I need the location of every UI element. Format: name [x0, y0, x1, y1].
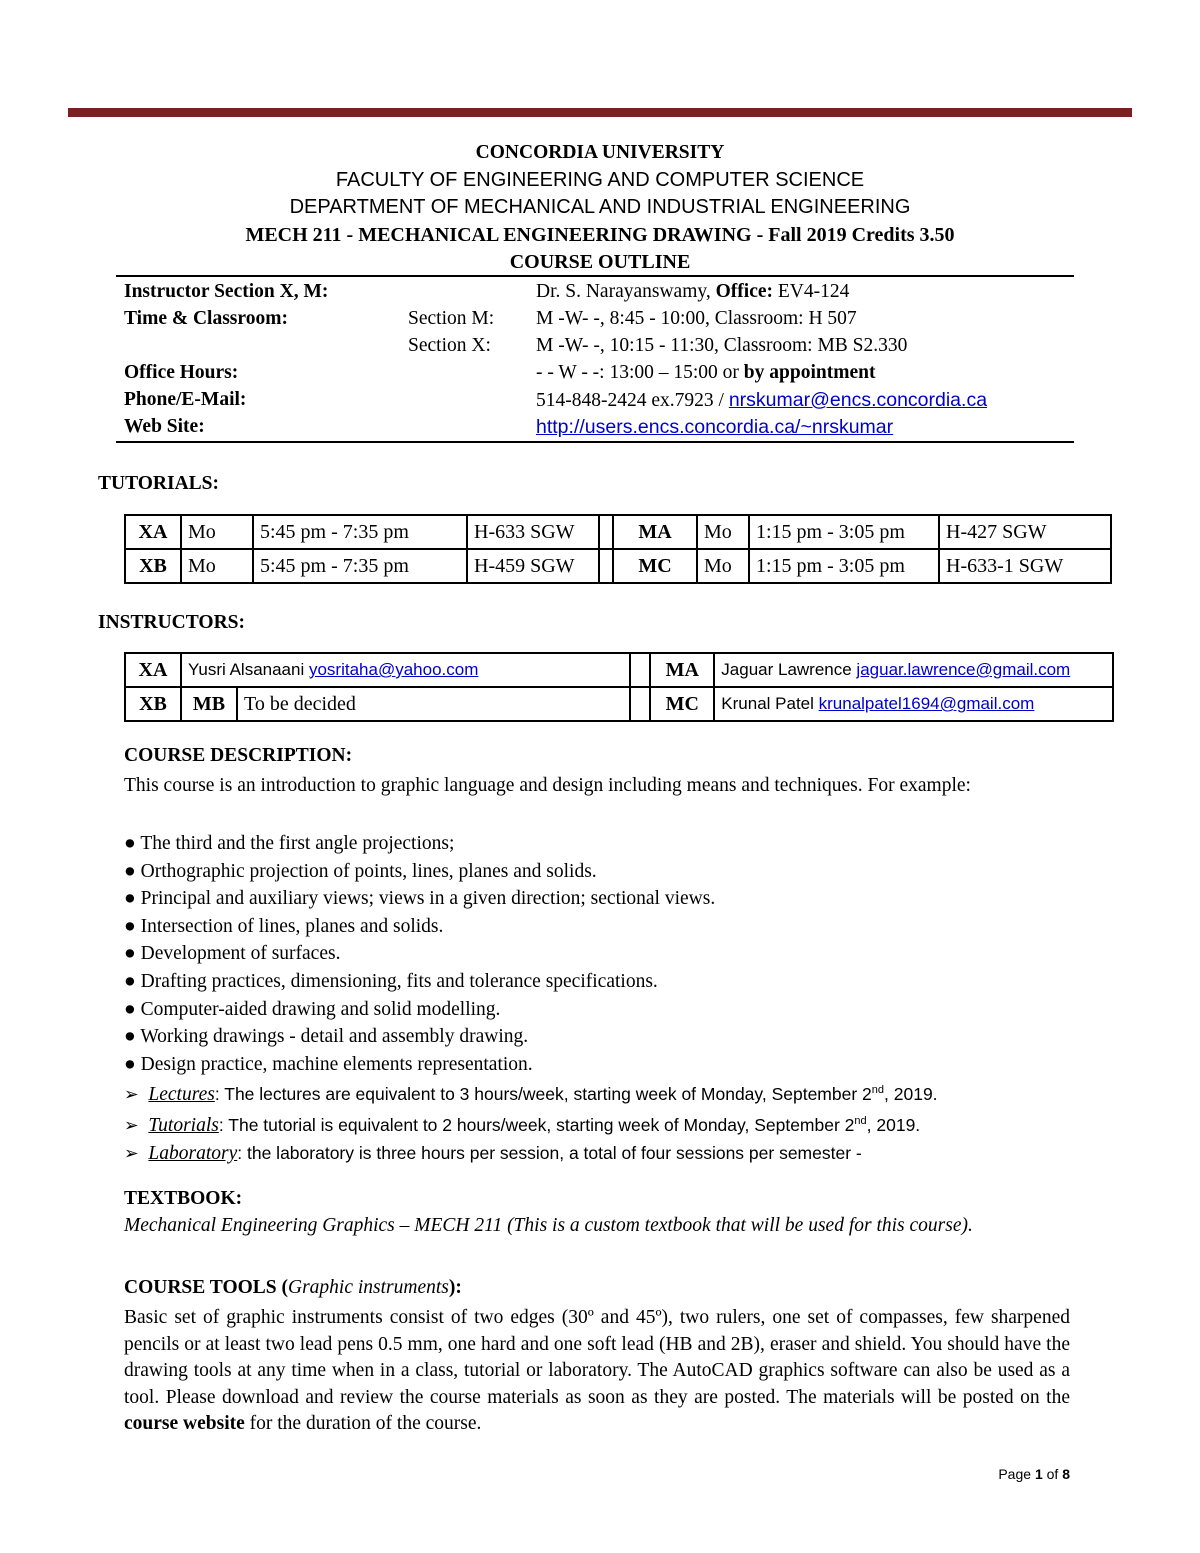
section-x-label: Section X:	[408, 335, 491, 356]
textbook-text: Mechanical Engineering Graphics – MECH 211 (This is a custom textbook that will be used for this course).	[124, 1215, 973, 1236]
list-item: ● Development of surfaces.	[124, 943, 341, 965]
schedule-list	[124, 1077, 938, 1167]
instructor-email-link[interactable]: yosritaha@yahoo.com	[308, 660, 479, 679]
tutorial-day: Mo	[697, 549, 749, 583]
instructor-spacer	[630, 653, 650, 687]
arrow-bullet-icon: ➢	[124, 1142, 139, 1163]
instructor-section: XA	[125, 653, 181, 687]
instructors-table	[124, 652, 1114, 722]
course-title: MECH 211 - MECHANICAL ENGINEERING DRAWING - Fall 2019 Credits 3.50	[245, 224, 955, 246]
course-tools-heading: COURSE TOOLS (Graphic instruments):	[124, 1277, 462, 1298]
section-m-label: Section M:	[408, 308, 495, 329]
laboratory-label: Laboratory	[148, 1142, 238, 1164]
textbook-heading: TEXTBOOK:	[124, 1188, 243, 1209]
instructor-name: To be decided	[237, 687, 630, 721]
tutorial-time: 5:45 pm - 7:35 pm	[253, 515, 467, 549]
phone-email-label: Phone/E-Mail:	[124, 389, 247, 410]
section-x-value: M -W- -, 10:15 - 11:30, Classroom: MB S2.330	[536, 335, 908, 356]
course-outline-heading: COURSE OUTLINE	[509, 251, 691, 273]
office-hours-text: - - W - -: 13:00 – 15:00 or	[536, 362, 744, 383]
list-item: ➢ Lectures: The lectures are equivalent to 3 hours/week, starting week of Monday, September 2nd, 2019.	[124, 1083, 938, 1105]
course-tools-text: Basic set of graphic instruments consist of two edges (30º and 45º), two rulers, one set of compasses, few sharpened pencils or at least two lead pens 0.5 mm, one hard and one soft lead (HB and 2B), eraser and shield. You should have the drawing tools at any time when in a class, tutorial or laboratory. The AutoCAD graphics software can also be used as a tool. Please download and review the course materials as soon as they are posted. The materials will be posted on the course website for the duration of the course.	[124, 1307, 1070, 1434]
course-description-intro: This course is an introduction to graphic language and design including means and techniques. For example:	[124, 775, 971, 796]
arrow-bullet-icon: ➢	[124, 1083, 139, 1104]
instructor-name: Dr. S. Narayanswamy,	[536, 281, 716, 302]
instructor-cell	[714, 687, 1113, 721]
phone-number: 514-848-2424 ex.7923 /	[536, 390, 729, 411]
info-top-rule	[116, 275, 1074, 277]
instructor-email-link[interactable]: nrskumar@encs.concordia.ca	[728, 389, 988, 411]
tutorial-day: Mo	[181, 549, 253, 583]
table-row	[125, 653, 1113, 687]
lectures-label: Lectures	[148, 1083, 215, 1105]
instructor-email-link[interactable]: jaguar.lawrence@gmail.com	[856, 660, 1071, 679]
tutorial-time: 5:45 pm - 7:35 pm	[253, 549, 467, 583]
instructor-section: MB	[181, 687, 237, 721]
tutorials-heading: TUTORIALS:	[98, 473, 220, 494]
list-item: ● Computer-aided drawing and solid modelling.	[124, 998, 501, 1020]
time-classroom-label: Time & Classroom:	[124, 308, 288, 329]
tutorial-day: Mo	[697, 515, 749, 549]
top-decorative-bar	[68, 108, 1132, 117]
instructor-section: MC	[650, 687, 714, 721]
list-item: ➢ Laboratory: the laboratory is three hours per session, a total of four sessions per semester -	[124, 1142, 862, 1164]
instructor-cell	[714, 653, 1113, 687]
office-hours-label: Office Hours:	[124, 362, 239, 383]
tutorial-spacer	[599, 549, 613, 583]
arrow-bullet-icon: ➢	[124, 1115, 139, 1136]
instructor-name: Yusri Alsanaani	[188, 660, 309, 679]
section-m-value: M -W- -, 8:45 - 10:00, Classroom: H 507	[536, 308, 857, 329]
office-label: Office:	[715, 281, 774, 302]
tutorial-spacer	[599, 515, 613, 549]
table-row	[125, 687, 1113, 721]
list-item: ● Drafting practices, dimensioning, fits and tolerance specifications.	[124, 970, 658, 992]
info-bottom-rule	[116, 441, 1074, 443]
office-hours-appointment: by appointment	[743, 362, 876, 383]
list-item: ● Working drawings - detail and assembly drawing.	[124, 1026, 529, 1048]
department-name: DEPARTMENT OF MECHANICAL AND INDUSTRIAL ENGINEERING	[289, 196, 911, 218]
tutorial-day: Mo	[181, 515, 253, 549]
list-item: ➢ Tutorials: The tutorial is equivalent to 2 hours/week, starting week of Monday, September 2nd, 2019.	[124, 1115, 921, 1137]
tutorial-room: H-633 SGW	[467, 515, 599, 549]
tutorials-table	[124, 514, 1112, 584]
tutorial-section: XA	[125, 515, 181, 549]
tutorial-time: 1:15 pm - 3:05 pm	[749, 515, 939, 549]
list-item: ● Principal and auxiliary views; views in a given direction; sectional views.	[124, 888, 716, 910]
office-hours-value	[536, 362, 875, 384]
tutorial-section: MA	[613, 515, 697, 549]
instructor-value	[536, 281, 849, 303]
office-value: EV4-124	[773, 281, 850, 302]
tutorial-room: H-633-1 SGW	[939, 549, 1111, 583]
table-row	[125, 515, 1111, 549]
tutorial-time: 1:15 pm - 3:05 pm	[749, 549, 939, 583]
university-name: CONCORDIA UNIVERSITY	[475, 142, 725, 163]
faculty-name: FACULTY OF ENGINEERING AND COMPUTER SCIENCE	[335, 169, 865, 191]
website-label: Web Site:	[124, 416, 205, 437]
instructor-section: XB	[125, 687, 181, 721]
tutorial-room: H-427 SGW	[939, 515, 1111, 549]
instructor-cell	[181, 653, 630, 687]
topics-list	[124, 830, 715, 1078]
instructor-section: MA	[650, 653, 714, 687]
website-link[interactable]: http://users.encs.concordia.ca/~nrskumar	[536, 416, 894, 438]
instructor-spacer	[630, 687, 650, 721]
phone-email-value	[536, 389, 987, 412]
instructor-label: Instructor Section X, M:	[124, 281, 329, 302]
table-row	[125, 549, 1111, 583]
course-description-heading: COURSE DESCRIPTION:	[124, 745, 353, 766]
instructors-heading: INSTRUCTORS:	[98, 612, 246, 633]
list-item: ● Intersection of lines, planes and solids.	[124, 915, 444, 937]
website-value	[536, 416, 893, 439]
tutorial-section: MC	[613, 549, 697, 583]
list-item: ● Design practice, machine elements representation.	[124, 1053, 533, 1075]
list-item: ● The third and the first angle projections;	[124, 833, 455, 854]
tutorial-room: H-459 SGW	[467, 549, 599, 583]
instructor-email-link[interactable]: krunalpatel1694@gmail.com	[818, 694, 1035, 713]
tutorial-section: XB	[125, 549, 181, 583]
page-number: Page 1 of 8	[998, 1466, 1070, 1482]
list-item: ● Orthographic projection of points, lines, planes and solids.	[124, 860, 597, 882]
instructor-name: Jaguar Lawrence	[721, 660, 857, 679]
tutorials-label: Tutorials	[148, 1115, 219, 1137]
instructor-name: Krunal Patel	[721, 694, 819, 713]
